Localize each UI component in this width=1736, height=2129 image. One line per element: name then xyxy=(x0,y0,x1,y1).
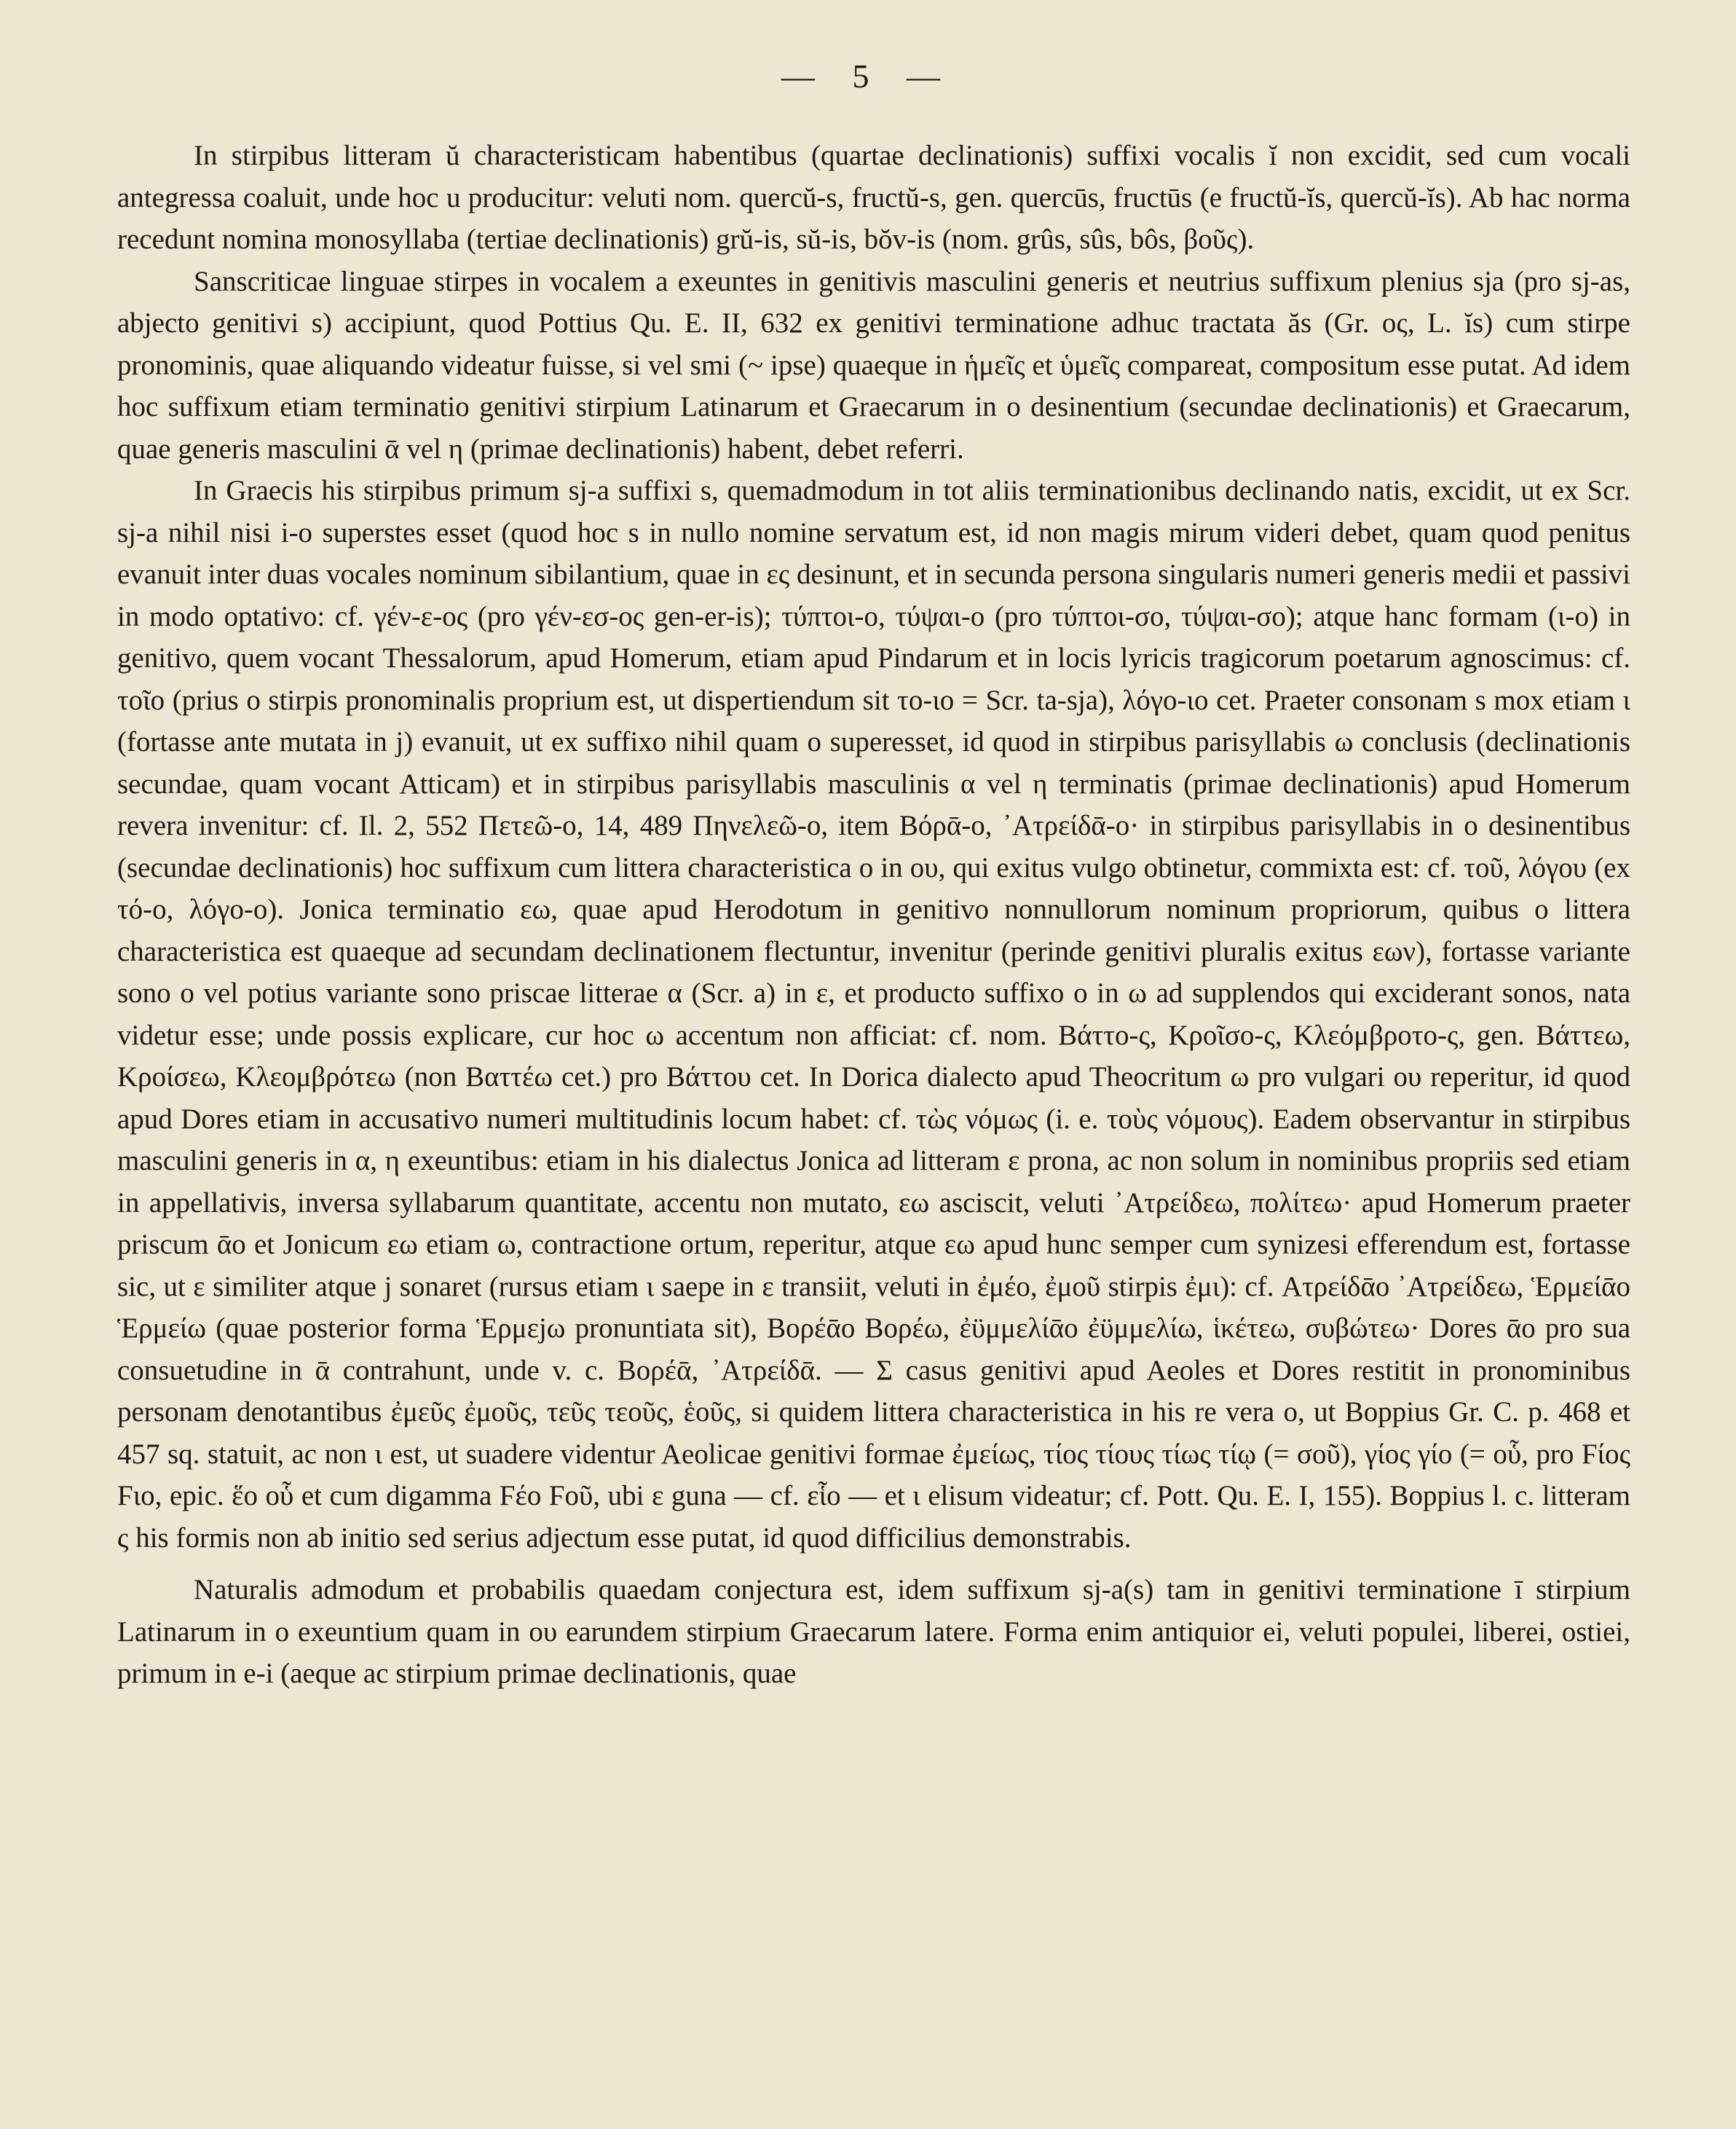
text-body xyxy=(117,135,1630,1695)
page-number: — 5 — xyxy=(781,58,955,95)
paragraph-genitive-u-stems: In stirpibus litteram ŭ characteristicam habentibus (quartae declinationis) suffixi vocalis ĭ non excidit, sed cum vocali antegressa coaluit, unde hoc u producitur: veluti nom. quercŭ-s, fructŭ-s, gen. quercūs, fructūs (e fructŭ-ĭs, quercŭ-ĭs). Ab hac norma recedunt nomina monosyllaba (tertiae declinationis) grŭ-is, sŭ-is, bŏv-is (nom. grûs, sûs, bôs, βοῦς). xyxy=(117,140,1630,255)
paragraph-latin-conjecture: Naturalis admodum et probabilis quaedam conjectura est, idem suffixum sj-a(s) tam in genitivi terminatione ī stirpium Latinarum in o exeuntium quam in ου earundem stirpium Graecarum latere. Forma enim antiquior ei, veluti populei, liberei, ostiei, primum in e-i (aeque ac stirpium primae declinationis, quae xyxy=(117,1574,1630,1689)
paragraph-greek-stems: In Graecis his stirpibus primum sj-a suffixi s, quemadmodum in tot aliis terminationibus declinando natis, excidit, ut ex Scr. sj-a nihil nisi i-o superstes esset (quod hoc s in nullo nomine servatum est, id non magis mirum videri debet, quam quod penitus evanuit inter duas vocales nominum sibilantium, quae in ες desinunt, et in secunda persona singularis numeri generis medii et passivi in modo optativo: cf. γέν-ε-ος (pro γέν-εσ-ος gen-er-is); τύπτοι-ο, τύψαι-ο (pro τύπτοι-σο, τύψαι-σο); atque hanc formam (ι-ο) in genitivo, quem vocant Thessalorum, apud Homerum, etiam apud Pindarum et in locis lyricis tragicorum poetarum agnoscimus: cf. τοῖο (prius ο stirpis pronominalis proprium est, ut dispertiendum sit το-ιο = Scr. ta-sja), λόγο-ιο cet. Praeter consonam s mox etiam ι (fortasse ante mutata in j) evanuit, ut ex suffixo nihil quam o superesset, id quod in stirpibus parisyllabis ω conclusis (declinationis secundae, quam vocant Atticam) et in stirpibus parisyllabis masculinis α vel η terminatis (primae declinationis) apud Homerum revera invenitur: cf. Il. 2, 552 Πετεῶ-ο, 14, 489 Πηνελεῶ-ο, item Βόρᾱ-ο, ᾿Ατρείδᾱ-ο· in stirpibus parisyllabis in o desinentibus (secundae declinationis) hoc suffixum cum littera characteristica ο in ου, qui exitus vulgo obtinetur, commixta est: cf. τοῦ, λόγου (ex τό-ο, λόγο-ο). Jonica terminatio εω, quae apud Herodotum in genitivo nonnullorum nominum propriorum, quibus o littera characteristica est quaeque ad secundam declinationem flectuntur, invenitur (perinde genitivi pluralis exitus εων), fortasse variante sono o vel potius variante sono priscae litterae α (Scr. a) in ε, et producto suffixo o in ω ad supplendos qui exciderant sonos, nata videtur esse; unde possis explicare, cur hoc ω accentum non afficiat: cf. nom. Βάττο-ς, Κροῖσο-ς, Κλεόμβροτο-ς, gen. Βάττεω, Κροίσεω, Κλεομβρότεω (non Βαττέω cet.) pro Βάττου cet. In Dorica dialecto apud Theocritum ω pro vulgari ου reperitur, id quod apud Dores etiam in accusativo numeri multitudinis locum habet: cf. τὼς νόμως (i. e. τοὺς νόμους). Eadem observantur in stirpibus masculini generis in α, η exeuntibus: etiam in his dialectus Jonica ad litteram ε prona, ac non solum in nominibus propriis sed etiam in appellativis, inversa syllabarum quantitate, accentu non mutato, εω asciscit, veluti ᾿Ατρείδεω, πολίτεω· apud Homerum praeter priscum ᾱο et Jonicum εω etiam ω, contractione ortum, reperitur, atque εω apud hunc semper cum synizesi efferendum est, fortasse sic, ut ε similiter atque j sonaret (rursus etiam ι saepe in ε transiit, veluti in ἐμέο, ἐμοῦ stirpis ἐμι): cf. Ατρείδᾱο ᾿Ατρείδεω, Ἑρμείᾱο Ἑρμείω (quae posterior forma Ἑρμεϳω pronuntiata sit), Βορέᾱο Βορέω, ἐϋμμελίᾱο ἐϋμμελίω, ἱκέτεω, συβώτεω· Dores ᾱο pro sua consuetudine in ᾱ contrahunt, unde v. c. Βορέᾱ, ᾿Ατρείδᾱ. — Σ casus genitivi apud Aeoles et Dores restitit in pronominibus personam denotantibus ἐμεῦς ἐμοῦς, τεῦς τεοῦς, ἑοῦς, si quidem littera characteristica in his re vera o, ut Boppius Gr. C. p. 468 et 457 sq. statuit, ac non ι est, ut suadere videntur Aeolicae genitivi formae ἐμείως, τίος τίους τίως τίῳ (= σοῦ), γίος γίο (= οὗ, pro Ϝίος Ϝιο, epic. ἕο οὗ et cum digamma Ϝέο Ϝοῦ, ubi ε guna — cf. εἷο — et ι elisum videatur; cf. Pott. Qu. E. I, 155). Boppius l. c. litteram ς his formis non ab initio sed serius adjectum esse putat, id quod difficilius demonstrabis. xyxy=(117,475,1631,1554)
paragraph-sanskrit-sja: Sanscriticae linguae stirpes in vocalem a exeuntes in genitivis masculini generis et neutrius suffixum plenius sja (pro sj-as, abjecto genitivi s) accipiunt, quod Pottius Qu. E. II, 632 ex genitivi terminatione adhuc tractata ăs (Gr. ος, L. ĭs) cum stirpe pronominis, quae aliquando videatur fuisse, si vel smi (~ ipse) quaeque in ἡμεῖς et ὑμεῖς compareat, compositum esse putat. Ad idem hoc suffixum etiam terminatio genitivi stirpium Latinarum et Graecarum in o desinentium (secundae declinationis) et Graecarum, quae generis masculini ᾱ vel η (primae declinationis) habent, debet referri. xyxy=(117,265,1630,465)
